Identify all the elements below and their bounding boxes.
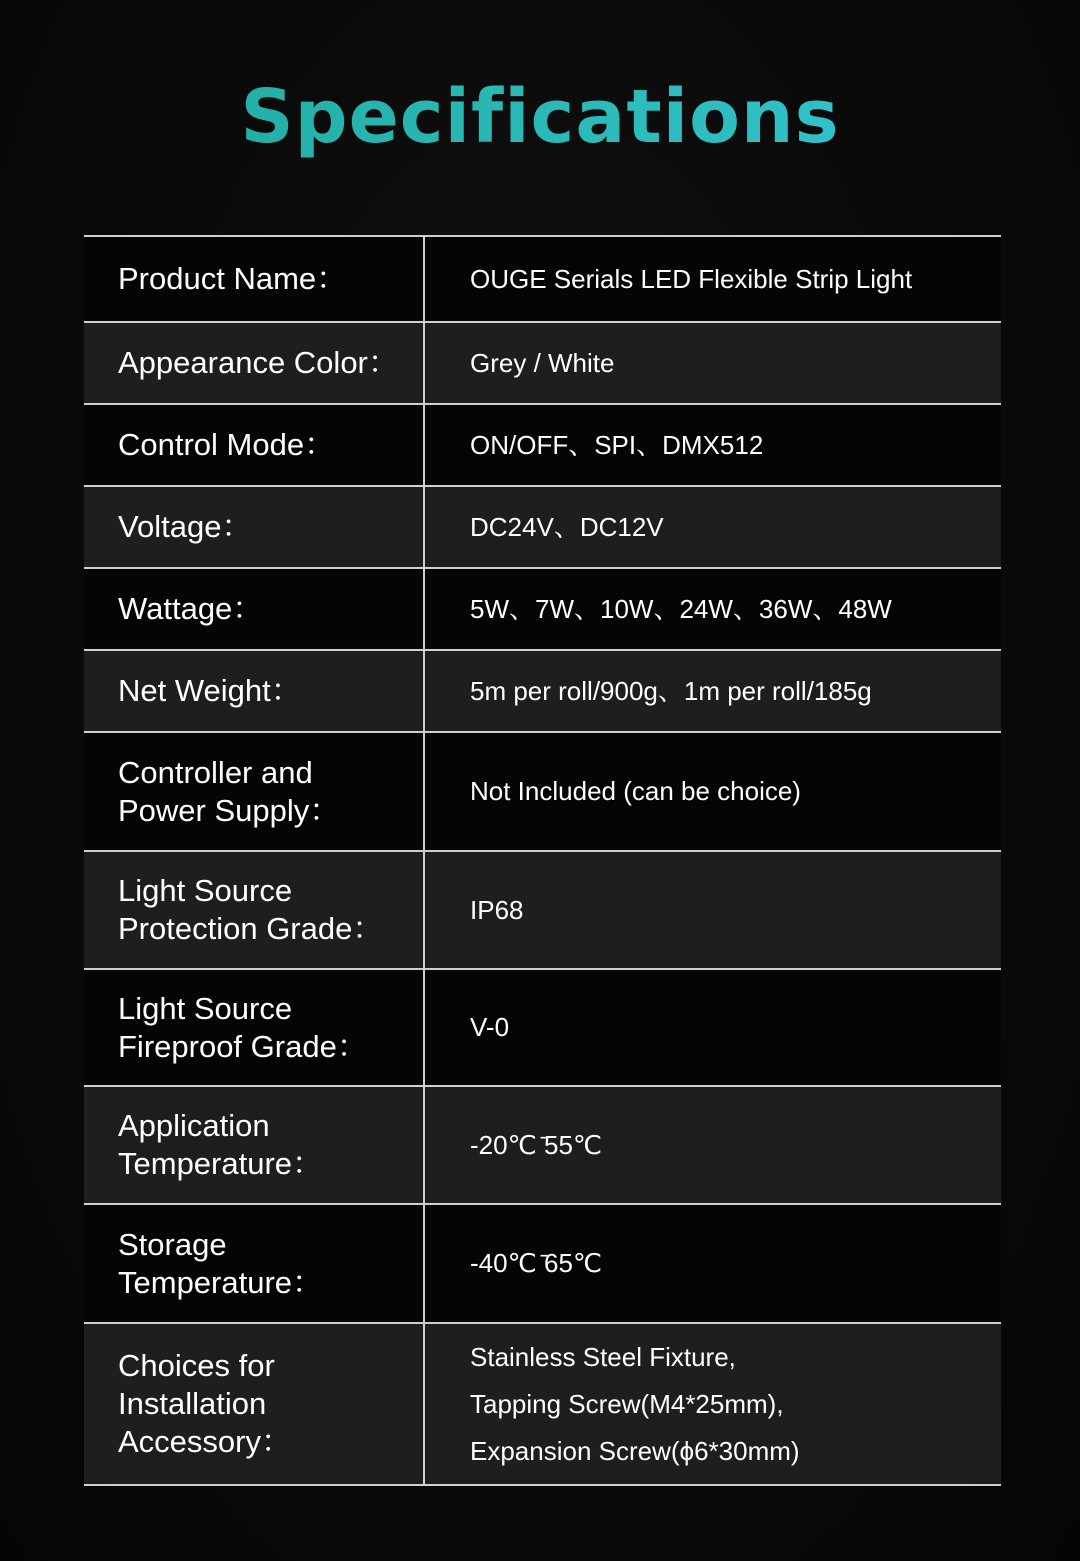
spec-value: Stainless Steel Fixture, Tapping Screw(M4*25mm), Expansion Screw(ϕ6*30mm) [470, 1341, 800, 1466]
spec-value-cell [425, 405, 1001, 485]
spec-value: 5m per roll/900g、1m per roll/185g [470, 675, 872, 706]
spec-label-cell [84, 323, 425, 403]
spec-row-wattage [84, 569, 1001, 651]
spec-row-fireproof-grade [84, 970, 1001, 1087]
spec-label: Choices for Installation Accessory： [118, 1348, 292, 1459]
specifications-table [84, 235, 1001, 1486]
spec-value-cell [425, 1205, 1001, 1322]
spec-value-cell [425, 487, 1001, 567]
spec-value: V-0 [470, 1012, 510, 1042]
spec-value: IP68 [470, 894, 524, 925]
spec-label-cell [84, 569, 425, 649]
spec-label: Storage Temperature： [118, 1226, 324, 1300]
spec-label-cell [84, 1205, 425, 1322]
spec-label: Application Temperature： [118, 1108, 324, 1181]
spec-label: Light Source Fireproof Grade： [118, 990, 368, 1064]
spec-row-storage-temperature [84, 1205, 1001, 1324]
spec-value: 5W、7W、10W、24W、36W、48W [470, 593, 892, 624]
spec-value-cell [425, 733, 1001, 850]
spec-value-cell [425, 1324, 1001, 1484]
spec-row-net-weight [84, 651, 1001, 733]
spec-value: -40℃ ̄65℃ [470, 1248, 603, 1278]
spec-value: -20℃ ̄55℃ [470, 1129, 603, 1160]
spec-label: Voltage： [118, 509, 253, 544]
spec-value: OUGE Serials LED Flexible Strip Light [470, 263, 913, 294]
spec-value-cell [425, 569, 1001, 649]
spec-value-cell [425, 651, 1001, 731]
spec-label: Net Weight： [118, 673, 302, 708]
spec-label-cell [84, 733, 425, 850]
spec-value-cell [425, 852, 1001, 968]
spec-row-voltage [84, 487, 1001, 569]
spec-value-cell [425, 970, 1001, 1085]
spec-label-cell [84, 487, 425, 567]
spec-row-application-temperature [84, 1087, 1001, 1205]
spec-label: Light Source Protection Grade： [118, 873, 384, 946]
page-title: Specifications [0, 72, 1080, 162]
spec-row-control-mode [84, 405, 1001, 487]
spec-label-cell [84, 852, 425, 968]
spec-row-appearance-color [84, 323, 1001, 405]
spec-label: Control Mode： [118, 427, 336, 462]
spec-label-cell [84, 405, 425, 485]
spec-value: DC24V、DC12V [470, 511, 664, 542]
spec-row-installation-accessory [84, 1324, 1001, 1486]
spec-value: Not Included (can be choice) [470, 776, 801, 806]
spec-label: Product Name： [118, 261, 348, 296]
spec-label: Appearance Color： [118, 345, 399, 380]
spec-label-cell [84, 1087, 425, 1203]
spec-label: Wattage： [118, 591, 264, 626]
spec-label: Controller and Power Supply： [118, 754, 341, 828]
spec-label-cell [84, 651, 425, 731]
spec-value-cell [425, 1087, 1001, 1203]
spec-label-cell [84, 1324, 425, 1484]
spec-row-protection-grade [84, 852, 1001, 970]
spec-value-cell [425, 237, 1001, 321]
spec-label-cell [84, 237, 425, 321]
spec-value-cell [425, 323, 1001, 403]
spec-row-controller-power-supply [84, 733, 1001, 852]
spec-row-product-name [84, 237, 1001, 323]
spec-value: ON/OFF、SPI、DMX512 [470, 429, 764, 460]
spec-label-cell [84, 970, 425, 1085]
spec-value: Grey / White [470, 347, 615, 378]
